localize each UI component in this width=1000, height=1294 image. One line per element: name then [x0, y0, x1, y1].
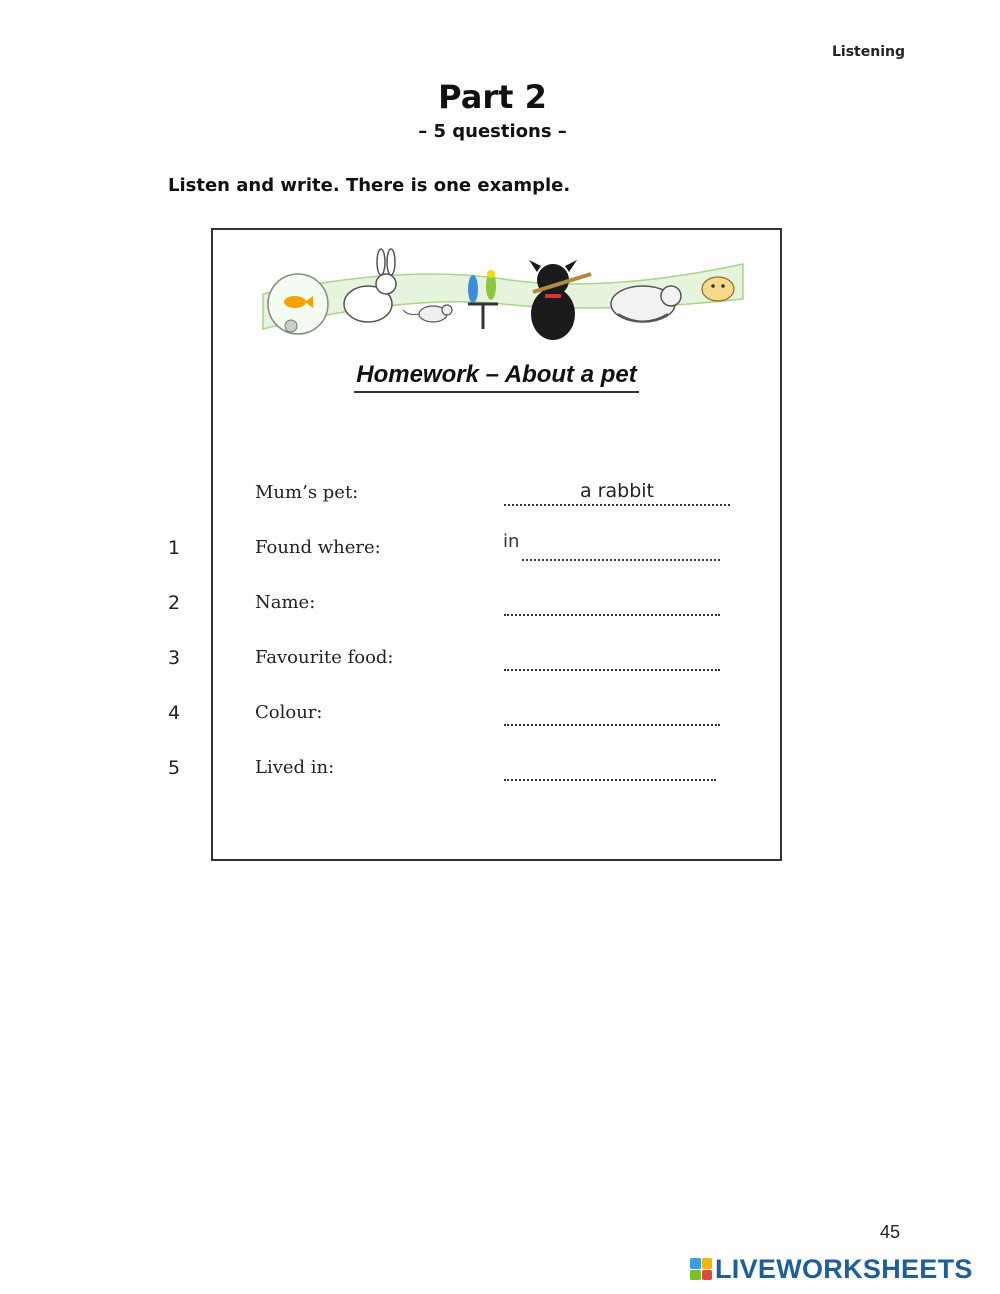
example-answer-field	[504, 478, 730, 506]
question-row-5	[0, 753, 1000, 793]
worksheet-title-wrap	[213, 361, 780, 389]
answer-field-4[interactable]	[504, 698, 720, 726]
mouse-icon	[403, 305, 452, 322]
question-row-2	[0, 588, 1000, 628]
question-number: 2	[168, 592, 181, 614]
question-label: Name:	[255, 592, 316, 613]
worksheet-title: Homework – About a pet	[354, 361, 638, 393]
brand-logo-wordmark	[690, 1254, 973, 1284]
instruction: Listen and write. There is one example.	[168, 175, 571, 196]
pets-banner	[253, 244, 753, 356]
part-title: Part 2	[438, 78, 547, 116]
question-label: Found where:	[255, 537, 381, 558]
answer-field-2[interactable]	[504, 588, 720, 616]
question-number: 5	[168, 757, 181, 779]
page-number: 45	[880, 1222, 901, 1242]
example-label: Mum’s pet:	[255, 482, 359, 503]
question-label: Favourite food:	[255, 647, 394, 668]
cats-icon	[611, 286, 681, 322]
section-label: Listening	[832, 44, 905, 60]
answer-prefix: in	[503, 531, 520, 552]
example-row	[0, 478, 1000, 518]
question-number: 3	[168, 647, 181, 669]
question-label: Colour:	[255, 702, 323, 723]
liveworksheets-logo-icon	[690, 1258, 712, 1280]
question-number: 1	[168, 537, 181, 559]
goldfish-bowl-icon	[268, 274, 328, 334]
brand-name: LIVEWORKSHEETS	[715, 1253, 973, 1284]
question-label: Lived in:	[255, 757, 335, 778]
answer-field-3[interactable]	[504, 643, 720, 671]
answer-field-5[interactable]	[504, 753, 716, 781]
answer-field-1[interactable]	[522, 533, 720, 561]
question-row-4	[0, 698, 1000, 738]
question-number: 4	[168, 702, 181, 724]
question-row-1	[0, 533, 1000, 573]
question-row-3	[0, 643, 1000, 683]
hamster-icon	[702, 277, 734, 301]
part-subtitle: – 5 questions –	[418, 121, 567, 142]
